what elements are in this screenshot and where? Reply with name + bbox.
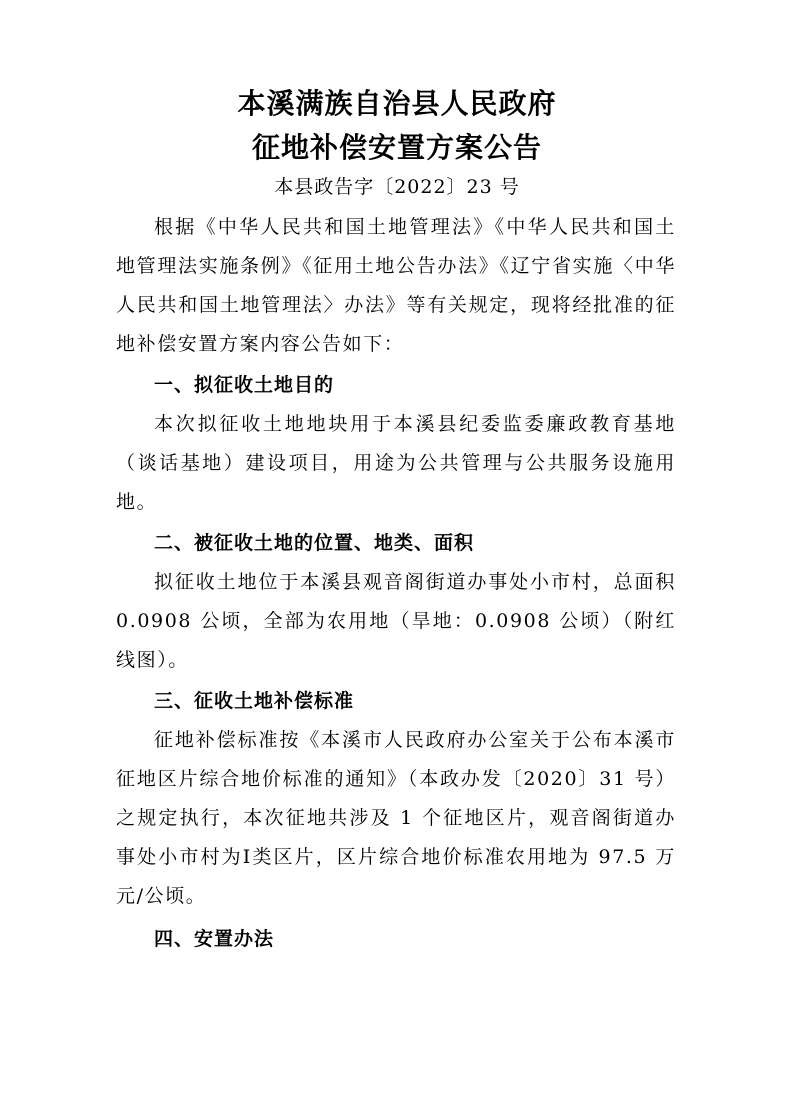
section-4-heading: 四、安置办法 xyxy=(154,928,275,950)
section-1-text: 本次拟征收土地地块用于本溪县纪委监委廉政教育基地（谈话基地）建设项目，用途为公共管理与公共服务设施用地。 xyxy=(116,413,676,513)
section-2-text: 拟征收土地位于本溪县观音阁街道办事处小市村，总面积 0.0908 公顷，全部为农用地（旱地：0.0908 公顷）（附红线图）。 xyxy=(116,571,676,671)
section-3-heading: 三、征收土地补偿标准 xyxy=(154,690,355,712)
title-line-1: 本溪满族自治县人民政府 xyxy=(237,87,557,120)
section-3-text: 征地补偿标准按《本溪市人民政府办公室关于公布本溪市征地区片综合地价标准的通知》（本政办发〔2020〕31 号）之规定执行，本次征地共涉及 1 个征地区片，观音阁街道办事处小市村为Ⅰ类区片，区片综合地价标准农用地为 97.5 万元/公顷。 xyxy=(116,729,676,907)
intro-paragraph: 根据《中华人民共和国土地管理法》《中华人民共和国土地管理法实施条例》《征用土地公告办法》《辽宁省实施〈中华人民共和国土地管理法〉办法》等有关规定，现将经批准的征地补偿安置方案内容公告如下： xyxy=(116,216,676,355)
section-2-heading: 二、被征收土地的位置、地类、面积 xyxy=(154,532,475,554)
section-1-heading: 一、拟征收土地目的 xyxy=(154,374,335,396)
document-number: 本县政告字〔2022〕23 号 xyxy=(274,176,520,198)
title-line-2: 征地补偿安置方案公告 xyxy=(251,131,542,164)
document-body xyxy=(116,208,676,959)
